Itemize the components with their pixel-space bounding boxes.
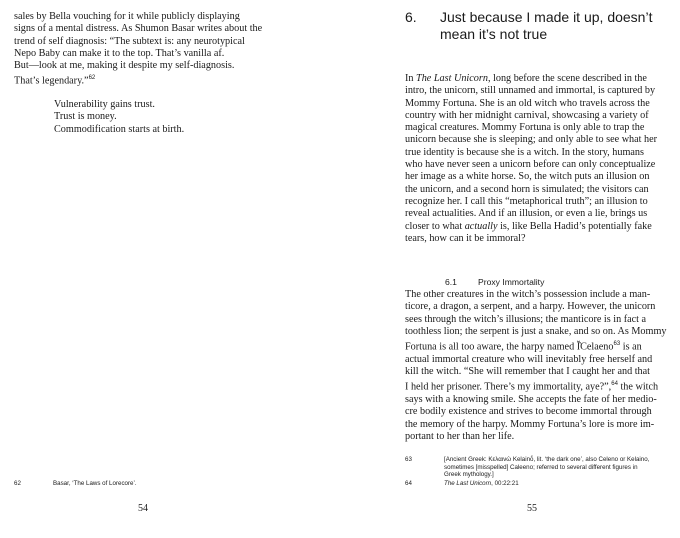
book-title: The Last Unicorn [416,73,488,84]
text-line: trend of self diagnosis: “The subtext is: any neurotypical [14,35,245,47]
text-line: Nepo Baby can make it to the top. That’s vanilla af. [14,47,225,59]
footnote-ref-63[interactable]: 63 [613,341,621,348]
footnote-ref-62[interactable]: 62 [88,75,96,82]
page-number: 55 [527,503,537,514]
text-line: Mommy Fortuna. She is an old witch who travels across the [405,97,650,109]
text-line [405,221,670,233]
footnote-text: Basar, ‘The Laws of Lorecore’. [53,480,137,487]
text-line: sales by Bella vouching for it while publicly displaying [14,11,240,22]
right-page [340,0,680,538]
paragraph-1 [405,73,670,245]
text-line: ticore, a dragon, a serpent, and a harpy. However, the unicorn [405,301,656,313]
text-line: portant to her than her life. [405,431,515,443]
text-run: , long before the scene described in the [487,73,647,84]
text-line: intro, the unicorn, still unnamed and immortal, is captured by [405,85,656,97]
text-line: reveal actualities. And if an illusion, or even a lie, brings us [405,208,648,220]
text-run: Fortuna is all too aware, the harpy named Ĭ̓Celaeno [405,341,614,353]
text-line: sees through the witch’s illusions; the manticore is in fact a [405,313,647,325]
footnote-number: 64 [405,480,412,487]
section-title: Just because I made it up, doesn’t mean it’s not true [440,9,653,42]
verse-line: Vulnerability gains trust. [54,99,155,110]
footnote-ref-64[interactable]: 64 [611,381,618,388]
text-line [405,338,670,354]
subsection-heading [445,277,545,288]
text-line: recognize her. I call this “metaphorical truth”; an illusion to [405,195,648,207]
text-line-content: That’s legendary.” [14,75,89,87]
verse-block [54,99,184,136]
section-number: 6. [405,9,417,25]
text-line: country with her midnight carnival, showcasing a variety of [405,109,649,121]
subsection-title: Proxy Immortality [478,277,545,287]
text-run: is, like Bella Hadid’s potentially fake [497,220,652,232]
text-line: But—look at me, making it despite my self-diagnosis. [14,60,235,72]
footnote-line: Greek mythology.] [444,471,494,479]
verse-line: Commodification starts at birth. [54,123,185,135]
verse-line: Trust is money. [54,111,117,123]
footnote-rest: , 00:22:21 [491,480,519,487]
text-line: her image as a white horse. So, the witch puts an illusion on [405,171,650,183]
footnote-title: The Last Unicorn [444,480,492,487]
footnote-text [444,456,674,479]
left-paragraph [14,11,314,88]
text-line: The other creatures in the witch’s possession include a man- [405,289,651,300]
footnote-line: [Ancient Greek: Κελαινώ Kelainṓ, lit. ‘the dark one’, also Celeno or Kelaino, [444,456,650,463]
text-line: signs of a mental distress. As Shumon Basar writes about the [14,23,263,35]
subsection-number: 6.1 [445,277,457,287]
text-line: says with a knowing smile. She accepts the fate of her medio- [405,394,657,406]
footnote-text [444,480,674,488]
text-line: toothless lion; the serpent is just a snake, and so on. As Mommy [405,325,667,337]
text-line [405,73,670,85]
text-line: who have never seen a unicorn before can only conceptualize [405,159,656,171]
text-run: the witch [617,381,659,393]
text-run: I held her prisoner. There’s my immortality, aye?”, [405,381,612,393]
text-line: the memory of the harpy. Mommy Fortuna’s lore is more im- [405,418,655,430]
footnote-number: 63 [405,456,412,463]
text-line: kill the witch. “She will remember that I caught her and that [405,366,650,378]
paragraph-2 [405,289,670,443]
emphasis: actually [464,220,498,232]
page-number: 54 [138,503,148,514]
text-line: magical creatures. Mommy Fortuna is only able to trap the [405,122,645,134]
text-run: is an [620,341,642,353]
footnote-line: sometimes [misspelled] Caleeno; referred to several different figures in [444,463,638,471]
text-line [14,72,314,88]
text-run: closer to what [405,220,465,232]
text-line: actual immortal creature who will inevitably free herself and [405,353,653,365]
footnote-number: 62 [14,480,21,487]
text-line: the unicorn, and a second horn is simulated; the visitors can [405,183,649,195]
text-line [405,378,670,394]
text-run: In [405,73,417,84]
text-line: true identity is because she is a witch. In the story, humans [405,146,644,158]
text-line: cre bodily existence and strives to become immortal through [405,406,652,418]
text-line: tears, how can it be immoral? [405,232,526,244]
text-line: unicorn because she is sleeping; and only able to see what her [405,134,658,146]
